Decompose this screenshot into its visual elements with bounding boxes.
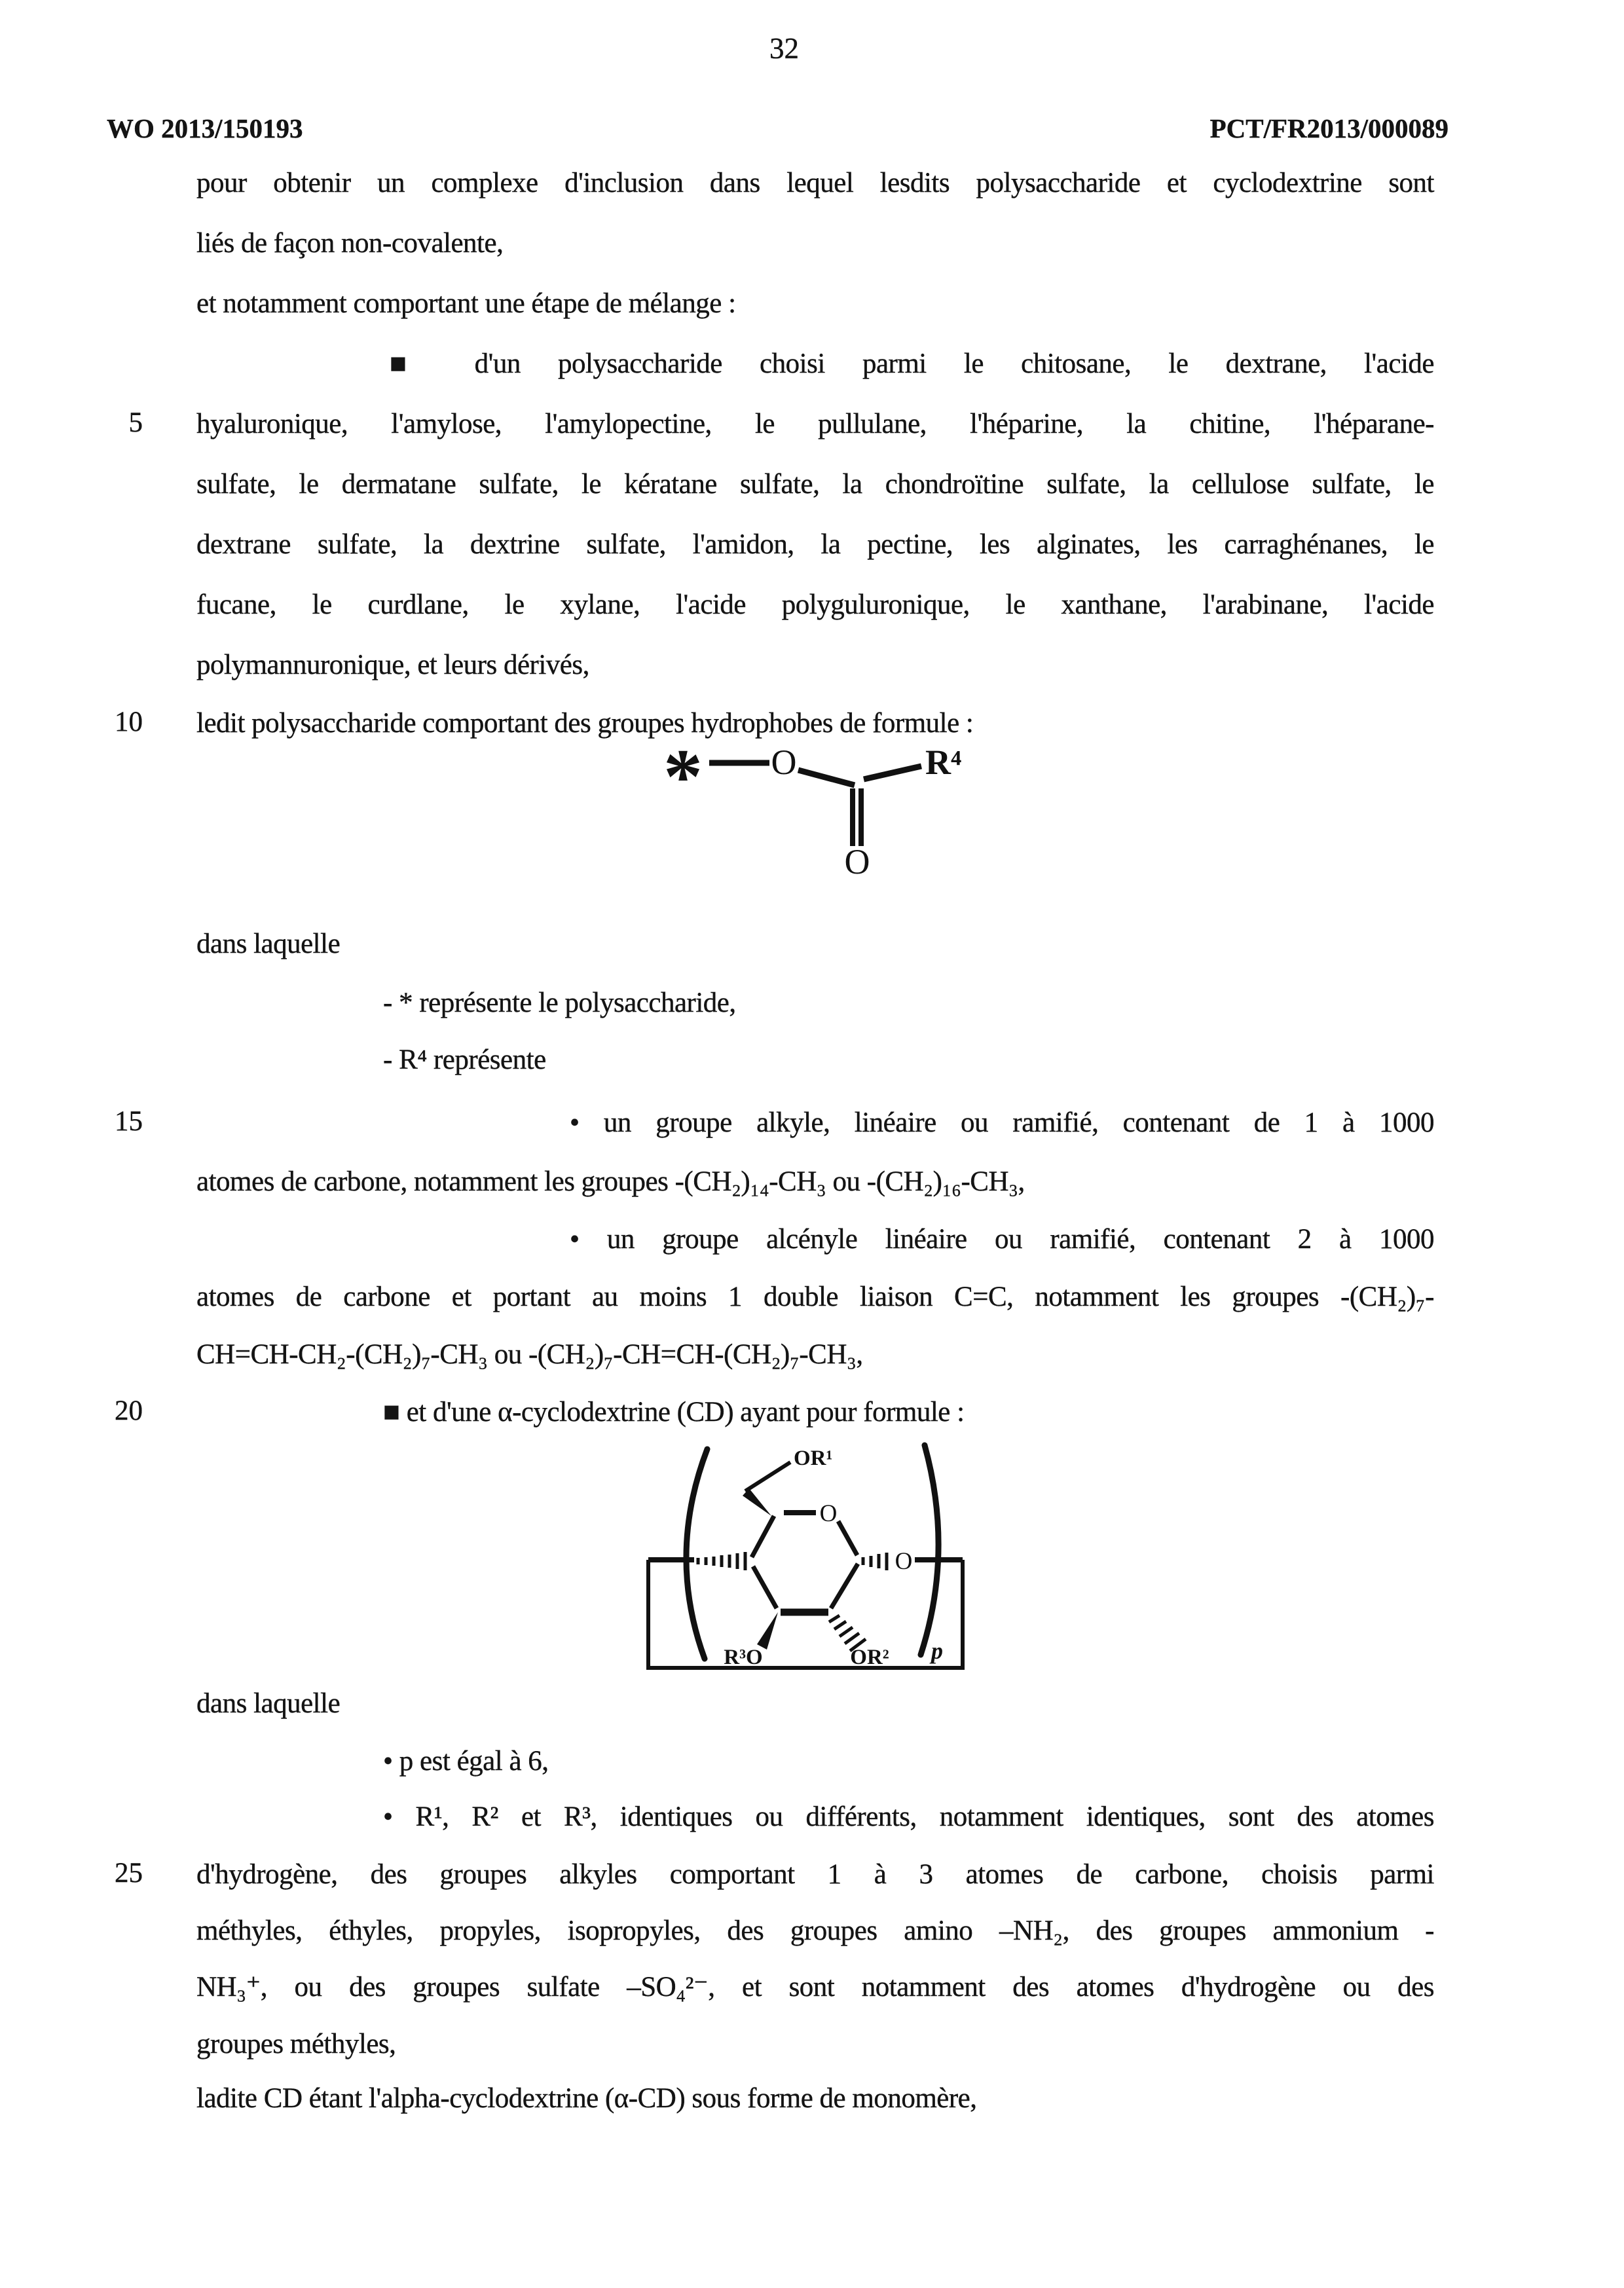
text-line: dextrane sulfate, la dextrine sulfate, l'amidon, la pectine, les alginates, les carraghénanes, le <box>196 529 1434 560</box>
text-line: - * représente le polysaccharide, <box>383 987 736 1018</box>
text-line: pour obtenir un complexe d'inclusion dans lequel lesdits polysaccharide et cyclodextrine sont <box>196 168 1434 198</box>
margin-line-number: 5 <box>128 407 143 438</box>
text-line: dans laquelle <box>196 929 341 959</box>
text-line: ■ d'un polysaccharide choisi parmi le chitosane, le dextrane, l'acide <box>390 348 1434 379</box>
text-line: méthyles, éthyles, propyles, isopropyles, des groupes amino –NH₂, des groupes ammonium - <box>196 1915 1434 1946</box>
text-line: polymannuronique, et leurs dérivés, <box>196 650 589 680</box>
text-line: • un groupe alcényle linéaire ou ramifié, contenant 2 à 1000 <box>570 1224 1434 1255</box>
margin-line-number: 20 <box>115 1395 143 1426</box>
application-number: PCT/FR2013/000089 <box>1209 113 1449 143</box>
r4-label: R⁴ <box>925 743 962 782</box>
margin-line-number: 10 <box>115 707 143 737</box>
wedge-bond-c5 <box>743 1488 771 1516</box>
ester-formula-diagram <box>658 733 966 891</box>
r3o-label: R³O <box>724 1646 763 1669</box>
text-line: atomes de carbone, notamment les groupes -(CH₂)₁₄-CH₃ ou -(CH₂)₁₆-CH₃, <box>196 1166 1025 1197</box>
text-line: hyaluronique, l'amylose, l'amylopectine, le pullulane, l'héparine, la chitine, l'héparane- <box>196 409 1434 439</box>
margin-line-number: 15 <box>115 1106 143 1137</box>
carbonyl-oxygen-label: O <box>844 842 870 881</box>
text-line: ■ et d'une α-cyclodextrine (CD) ayant pour formule : <box>383 1397 965 1428</box>
wedge-bond-c3 <box>757 1612 778 1650</box>
text-line: groupes méthyles, <box>196 2029 396 2059</box>
ester-oxygen-label: O <box>771 743 797 782</box>
text-line: CH=CH-CH₂-(CH₂)₇-CH₃ ou -(CH₂)₇-CH=CH-(CH₂)₇-CH₃, <box>196 1339 863 1370</box>
text-line: dans laquelle <box>196 1688 341 1719</box>
text-line: liés de façon non-covalente, <box>196 228 504 259</box>
hashed-bond-right <box>863 1553 887 1570</box>
text-line: - R⁴ représente <box>383 1044 546 1075</box>
text-line: et notamment comportant une étape de mélange : <box>196 288 736 319</box>
text-line: ladite CD étant l'alpha-cyclodextrine (α-CD) sous forme de monomère, <box>196 2083 977 2114</box>
text-line: • un groupe alkyle, linéaire ou ramifié, contenant de 1 à 1000 <box>570 1107 1434 1138</box>
text-line: • p est égal à 6, <box>383 1746 549 1777</box>
text-line: atomes de carbone et portant au moins 1 double liaison C=C, notamment les groupes -(CH₂)₇- <box>196 1282 1434 1312</box>
text-line: fucane, le curdlane, le xylane, l'acide polyguluronique, le xanthane, l'arabinane, l'acide <box>196 589 1434 620</box>
text-line: sulfate, le dermatane sulfate, le kératane sulfate, la chondroïtine sulfate, la cellulose sulfate, le <box>196 469 1434 500</box>
text-line: • R¹, R² et R³, identiques ou différents, notamment identiques, sont des atomes <box>383 1801 1434 1832</box>
page-number: 32 <box>769 32 799 65</box>
cyclodextrin-formula-diagram <box>629 1431 982 1683</box>
publication-number: WO 2013/150193 <box>107 113 303 143</box>
text-line: ledit polysaccharide comportant des groupes hydrophobes de formule : <box>196 708 974 739</box>
text-line: NH₃⁺, ou des groupes sulfate –SO₄²⁻, et sont notamment des atomes d'hydrogène ou des <box>196 1972 1434 2002</box>
text-line: d'hydrogène, des groupes alkyles comportant 1 à 3 atomes de carbone, choisis parmi <box>196 1859 1434 1890</box>
or2-label: OR² <box>850 1646 889 1669</box>
margin-line-number: 25 <box>115 1858 143 1889</box>
polysaccharide-star-label: * <box>663 733 703 820</box>
repeat-index-label: p <box>931 1638 943 1664</box>
or1-label: OR¹ <box>794 1447 833 1470</box>
ring-oxygen-label: O <box>819 1500 838 1527</box>
glycosidic-oxygen-label: O <box>895 1548 913 1575</box>
hashed-bond-left <box>698 1552 745 1570</box>
